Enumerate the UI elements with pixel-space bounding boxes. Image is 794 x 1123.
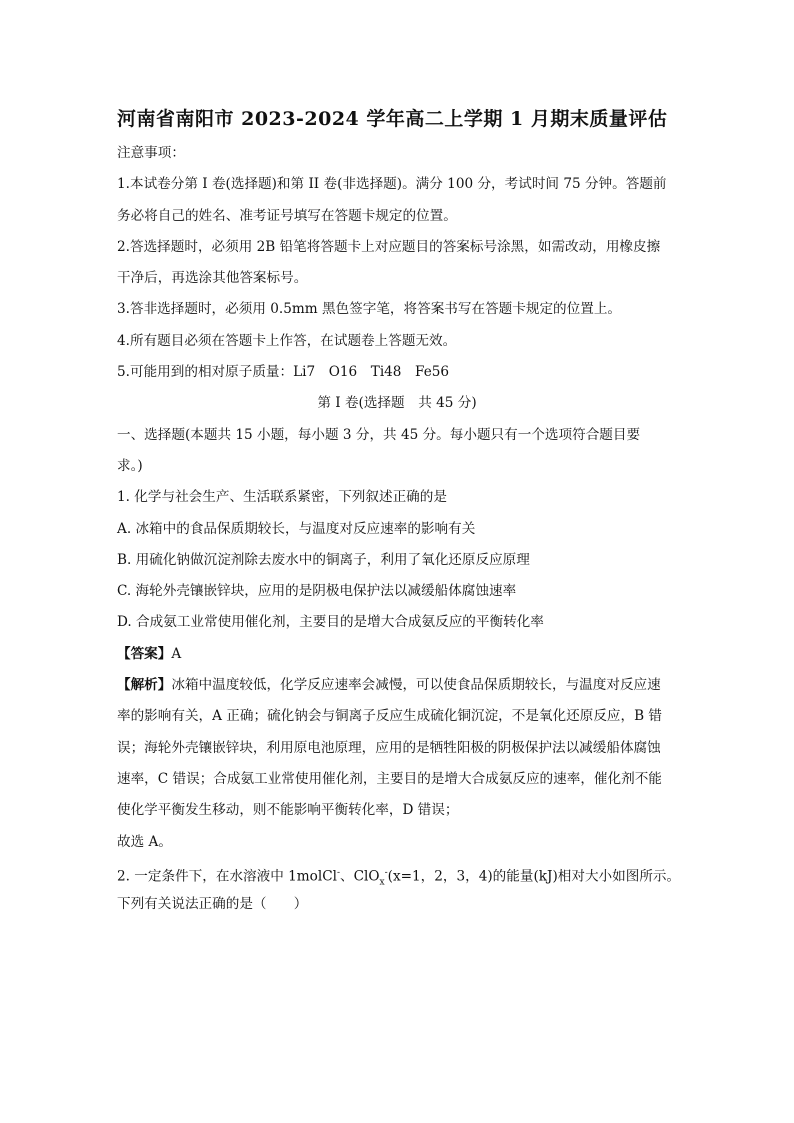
- analysis-line: 率的影响有关，A 正确；硫化钠会与铜离子反应生成硫化铜沉淀，不是氧化还原反应，B 错: [117, 708, 663, 725]
- note-line: 干净后，再选涂其他答案标号。: [117, 270, 308, 287]
- part-heading: 求。): [117, 457, 143, 474]
- q2-stem-part: 、ClO: [340, 868, 380, 885]
- question-1-stem: 1. 化学与社会生产、生活联系紧密，下列叙述正确的是: [117, 489, 447, 506]
- q2-stem-part: (x=1，2，3，4)的能量(kJ)相对大小如图所示。: [387, 868, 681, 885]
- note-line: 5.可能用到的相对原子质量：Li7 O16 Ti48 Fe56: [117, 364, 450, 381]
- notes-heading: 注意事项：: [117, 145, 185, 161]
- analysis-label: 【解析】: [117, 677, 172, 694]
- question-1-analysis: [117, 675, 677, 706]
- q2-superscript: -: [384, 867, 388, 878]
- question-1-option-b: B. 用硫化钠做沉淀剂除去废水中的铜离子，利用了氧化还原反应原理: [117, 551, 530, 568]
- document-body: [117, 143, 681, 925]
- answer-value: A: [171, 645, 182, 662]
- part-heading: 一、选择题(本题共 15 小题，每小题 3 分，共 45 分。每小题只有一个选项符合题目要: [117, 426, 641, 443]
- note-line: 1.本试卷分第 I 卷(选择题)和第 II 卷(非选择题)。满分 100 分，考试时间 75 分钟。答题前: [117, 176, 667, 193]
- note-line: 务必将自己的姓名、准考证号填写在答题卡规定的位置。: [117, 207, 457, 224]
- note-line: 4.所有题目必须在答题卡上作答，在试题卷上答题无效。: [117, 332, 457, 349]
- analysis-line: 使化学平衡发生移动，则不能影响平衡转化率，D 错误；: [117, 802, 459, 819]
- question-1-option-a: A. 冰箱中的食品保质期较长，与温度对反应速率的影响有关: [117, 520, 476, 537]
- answer-label: 【答案】: [117, 645, 172, 662]
- note-line: 3.答非选择题时，必须用 0.5mm 黑色签字笔，将答案书写在答题卡规定的位置上。: [117, 301, 622, 318]
- q2-superscript: -: [336, 867, 341, 878]
- question-1-answer: [117, 644, 677, 675]
- analysis-text: 冰箱中温度较低，化学反应速率会减慢，可以使食品保质期较长，与温度对反应速: [171, 677, 661, 694]
- note-line: 2.答选择题时，必须用 2B 铅笔将答题卡上对应题目的答案标号涂黑，如需改动，用橡皮擦: [117, 238, 661, 255]
- question-2-stem: [117, 863, 681, 894]
- document-title: 河南省南阳市 2023-2024 学年高二上学期 1 月期末质量评估: [117, 108, 668, 130]
- question-1-option-c: C. 海轮外壳镶嵌锌块，应用的是阴极电保护法以减缓船体腐蚀速率: [117, 583, 517, 600]
- analysis-line: 速率，C 错误；合成氨工业常使用催化剂，主要目的是增大合成氨反应的速率，催化剂不能: [117, 770, 662, 787]
- analysis-line: 误；海轮外壳镶嵌锌块，利用原电池原理，应用的是牺牲阳极的阴极保护法以减缓船体腐蚀: [117, 739, 661, 756]
- section-title: 第 I 卷(选择题 共 45 分): [317, 395, 477, 412]
- question-2-stem-line-2: 下列有关说法正确的是（ ）: [117, 896, 308, 913]
- question-1-conclusion: 故选 A。: [117, 833, 172, 850]
- question-1-option-d: D. 合成氨工业常使用催化剂，主要目的是增大合成氨反应的平衡转化率: [117, 614, 544, 631]
- q2-stem-part: 2. 一定条件下，在水溶液中 1molCl: [117, 868, 337, 885]
- q2-subscript: x: [379, 877, 385, 888]
